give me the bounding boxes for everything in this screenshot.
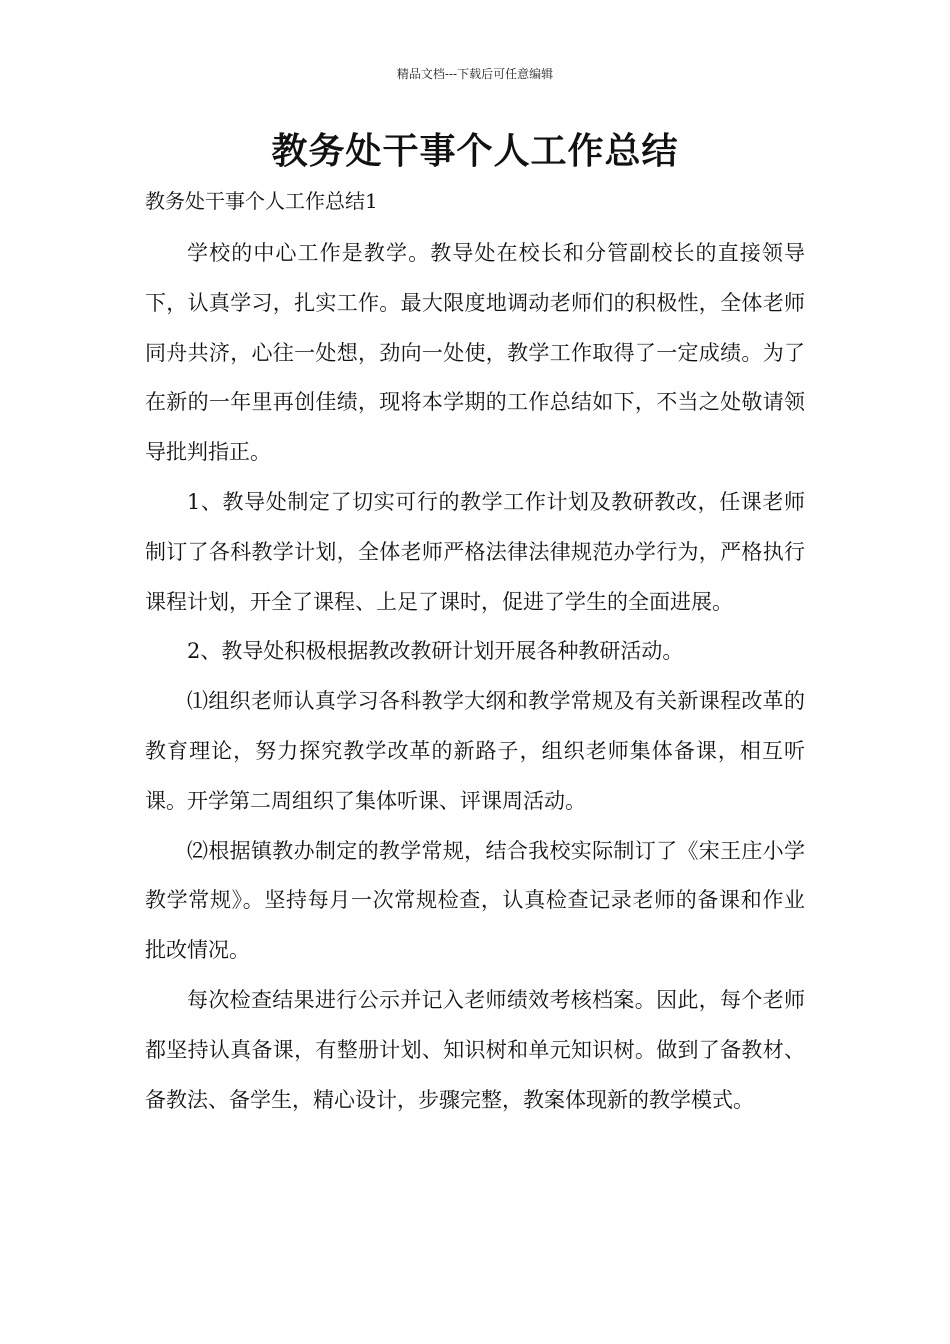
paragraph-subitem-1: ⑴组织老师认真学习各科教学大纲和教学常规及有关新课程改革的教育理论，努力探究教学改革的新路子，组织老师集体备课，相互听课。开学第二周组织了集体听课、评课周活动。 xyxy=(145,689,805,813)
paragraph-intro: 学校的中心工作是教学。教导处在校长和分管副校长的直接领导下，认真学习，扎实工作。最大限度地调动老师们的积极性，全体老师同舟共济，心往一处想，劲向一处使，教学工作取得了一定成绩。为了在新的一年里再创佳绩，现将本学期的工作总结如下，不当之处敬请领导批判指正。 xyxy=(145,241,805,465)
paragraph-item-2: 2、教导处积极根据教改教研计划开展各种教研活动。 xyxy=(187,639,684,664)
paragraph-inspection: 每次检查结果进行公示并记入老师绩效考核档案。因此，每个老师都坚持认真备课，有整册计划、知识树和单元知识树。做到了备教材、备教法、备学生，精心设计，步骤完整，教案体现新的教学模式。 xyxy=(145,987,805,1112)
document-title: 教务处干事个人工作总结 xyxy=(271,131,679,172)
section-heading: 教务处干事个人工作总结1 xyxy=(145,189,378,213)
paragraph-item-1: 1、教导处制定了切实可行的教学工作计划及教研教改，任课老师制订了各科教学计划，全体老师严格法律法律规范办学行为，严格执行课程计划，开全了课程、上足了课时，促进了学生的全面进展。 xyxy=(145,489,805,614)
document-body xyxy=(145,229,805,1125)
page-header: 精品文档---下载后可任意编辑 xyxy=(396,67,554,81)
paragraph-subitem-2: ⑵根据镇教办制定的教学常规，结合我校实际制订了《宋王庄小学教学常规》。坚持每月一次常规检查，认真检查记录老师的备课和作业批改情况。 xyxy=(145,838,805,963)
